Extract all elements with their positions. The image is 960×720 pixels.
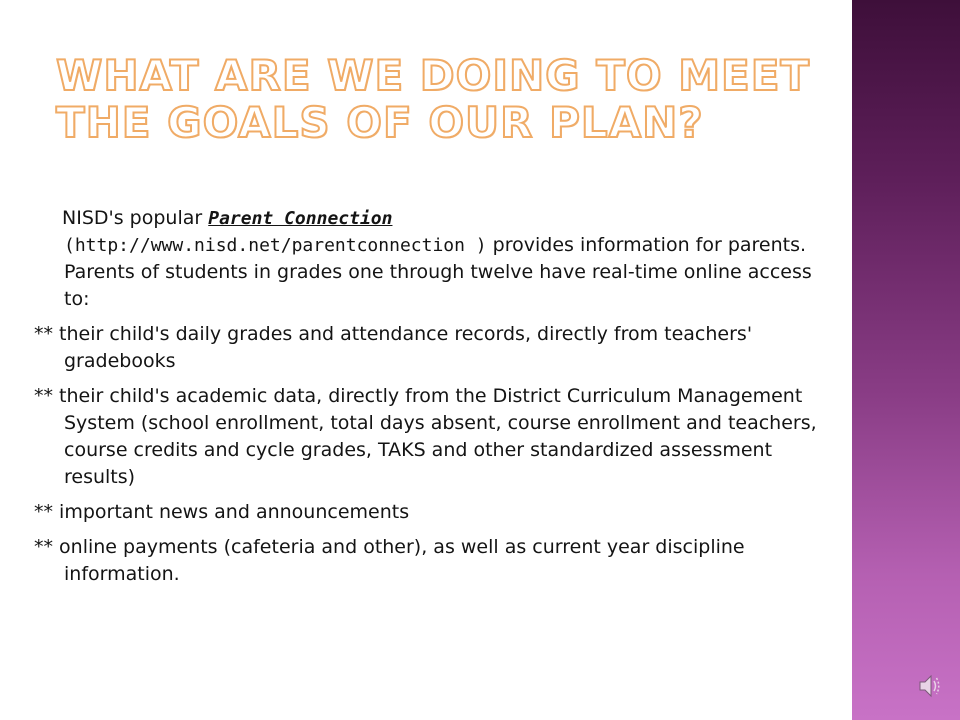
list-item: ** important news and announcements: [34, 501, 410, 523]
intro-rest: provides information for parents. Parents of students in grades one through twelve have real-time online access to:: [64, 234, 812, 310]
decorative-side-panel: [852, 0, 960, 720]
list-item: ** their child's daily grades and attendance records, directly from teachers' gradebooks: [34, 323, 753, 372]
intro-lead: NISD's popular: [62, 207, 209, 229]
intro-paragraph: [34, 205, 824, 313]
speaker-icon[interactable]: [918, 672, 942, 700]
parent-connection-link[interactable]: Parent Connection: [208, 208, 393, 229]
list-item: ** online payments (cafeteria and other), as well as current year discipline information.: [34, 536, 745, 585]
parent-connection-url: (http://www.nisd.net/parentconnection ): [64, 235, 487, 256]
list-item: ** their child's academic data, directly from the District Curriculum Management System (school enrollment, total days absent, course enrollment and teachers, course credits and cycle grades, TAKS and other standardized assessment results): [34, 385, 817, 488]
slide-body: [34, 205, 824, 596]
slide-title: WHAT ARE WE DOING TO MEET THE GOALS OF OUR PLAN?: [56, 51, 811, 147]
